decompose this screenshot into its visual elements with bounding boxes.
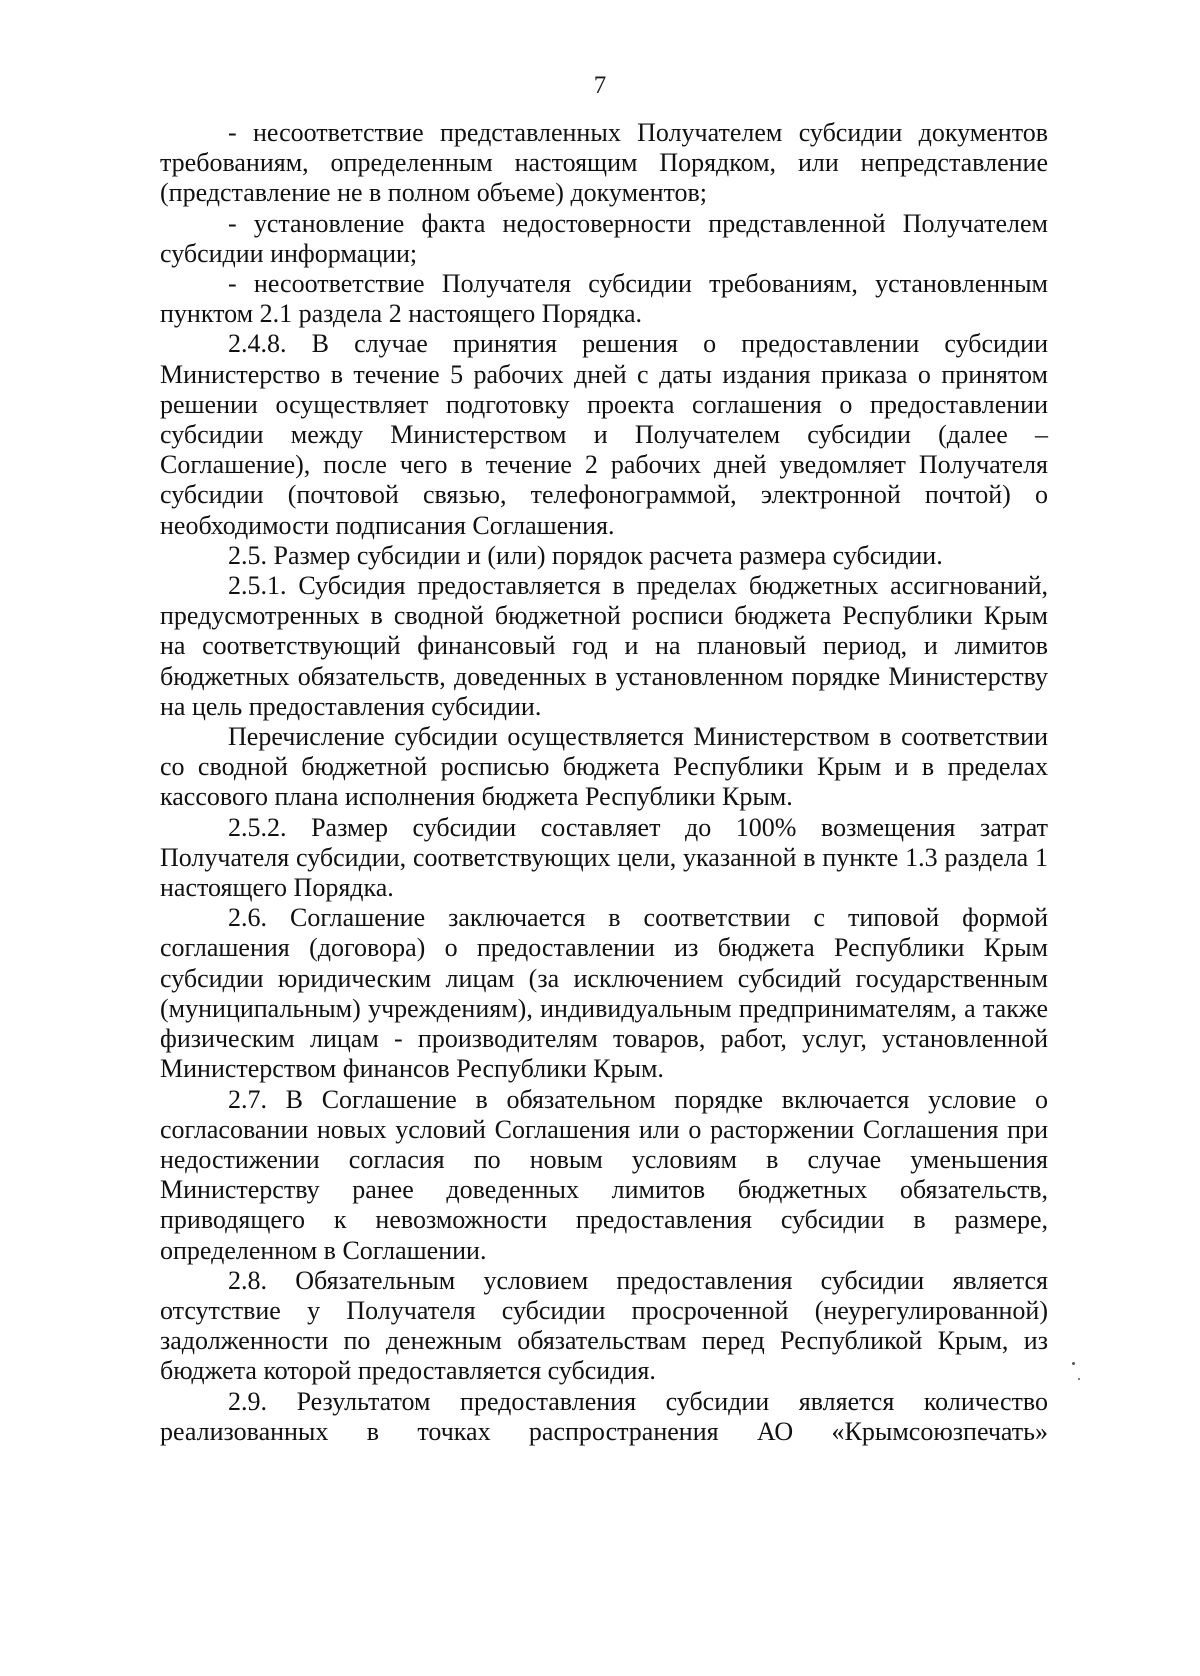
document-body — [160, 118, 1048, 1447]
paragraph: 2.8. Обязательным условием предоставления субсидии является отсутствие у Получателя субсидии просроченной (неурегулированной) задолженности по денежным обязательствам перед Республикой Крым, из бюджета которой предоставляется субсидия. — [160, 1265, 1048, 1386]
paragraph: Перечисление субсидии осуществляется Министерством в соответствии со сводной бюджетной росписью бюджета Республики Крым и в пределах кассового плана исполнения бюджета Республики Крым. — [160, 722, 1048, 812]
page-number: 7 — [593, 72, 607, 99]
paragraph: 2.6. Соглашение заключается в соответствии с типовой формой соглашения (договора) о предоставлении из бюджета Республики Крым субсидии юридическим лицам (за исключением субсидий государственным (муниципальным) учреждениям), индивидуальным предпринимателям, а также физическим лицам - производителям товаров, работ, услуг, установленной Министерством финансов Республики Крым. — [160, 903, 1048, 1084]
scan-speck — [1072, 1362, 1075, 1365]
paragraph: 2.9. Результатом предоставления субсидии является количество реализованных в точках распространения АО «Крымсоюзпечать» — [160, 1386, 1048, 1446]
paragraph: 2.5. Размер субсидии и (или) порядок расчета размера субсидии. — [228, 540, 943, 570]
paragraph: 2.7. В Соглашение в обязательном порядке включается условие о согласовании новых условий Соглашения или о расторжении Соглашения при недостижении согласия по новым условиям в случае уменьшения Министерству ранее доведенных лимитов бюджетных обязательств, приводящего к невозможности предоставления субсидии в размере, определенном в Соглашении. — [160, 1084, 1048, 1265]
paragraph: - несоответствие Получателя субсидии требованиям, установленным пунктом 2.1 раздела 2 настоящего Порядка. — [160, 269, 1048, 329]
paragraph: 2.5.2. Размер субсидии составляет до 100% возмещения затрат Получателя субсидии, соответствующих цели, указанной в пункте 1.3 раздела 1 настоящего Порядка. — [160, 812, 1048, 903]
paragraph: 2.5.1. Субсидия предоставляется в пределах бюджетных ассигнований, предусмотренных в сводной бюджетной росписи бюджета Республики Крым на соответствующий финансовый год и на плановый период, и лимитов бюджетных обязательств, доведенных в установленном порядке Министерству на цель предоставления субсидии. — [160, 571, 1048, 721]
paragraph: 2.4.8. В случае принятия решения о предоставлении субсидии Министерство в течение 5 рабочих дней с даты издания приказа о принятом решении осуществляет подготовку проекта соглашения о предоставлении субсидии между Министерством и Получателем субсидии (далее – Соглашение), после чего в течение 2 рабочих дней уведомляет Получателя субсидии (почтовой связью, телефонограммой, электронной почтой) о необходимости подписания Соглашения. — [160, 329, 1048, 540]
paragraph: - установление факта недостоверности представленной Получателем субсидии информации; — [160, 208, 1048, 268]
scan-speck — [1078, 1378, 1080, 1380]
paragraph: - несоответствие представленных Получателем субсидии документов требованиям, определенным настоящим Порядком, или непредставление (представление не в полном объеме) документов; — [160, 118, 1048, 208]
